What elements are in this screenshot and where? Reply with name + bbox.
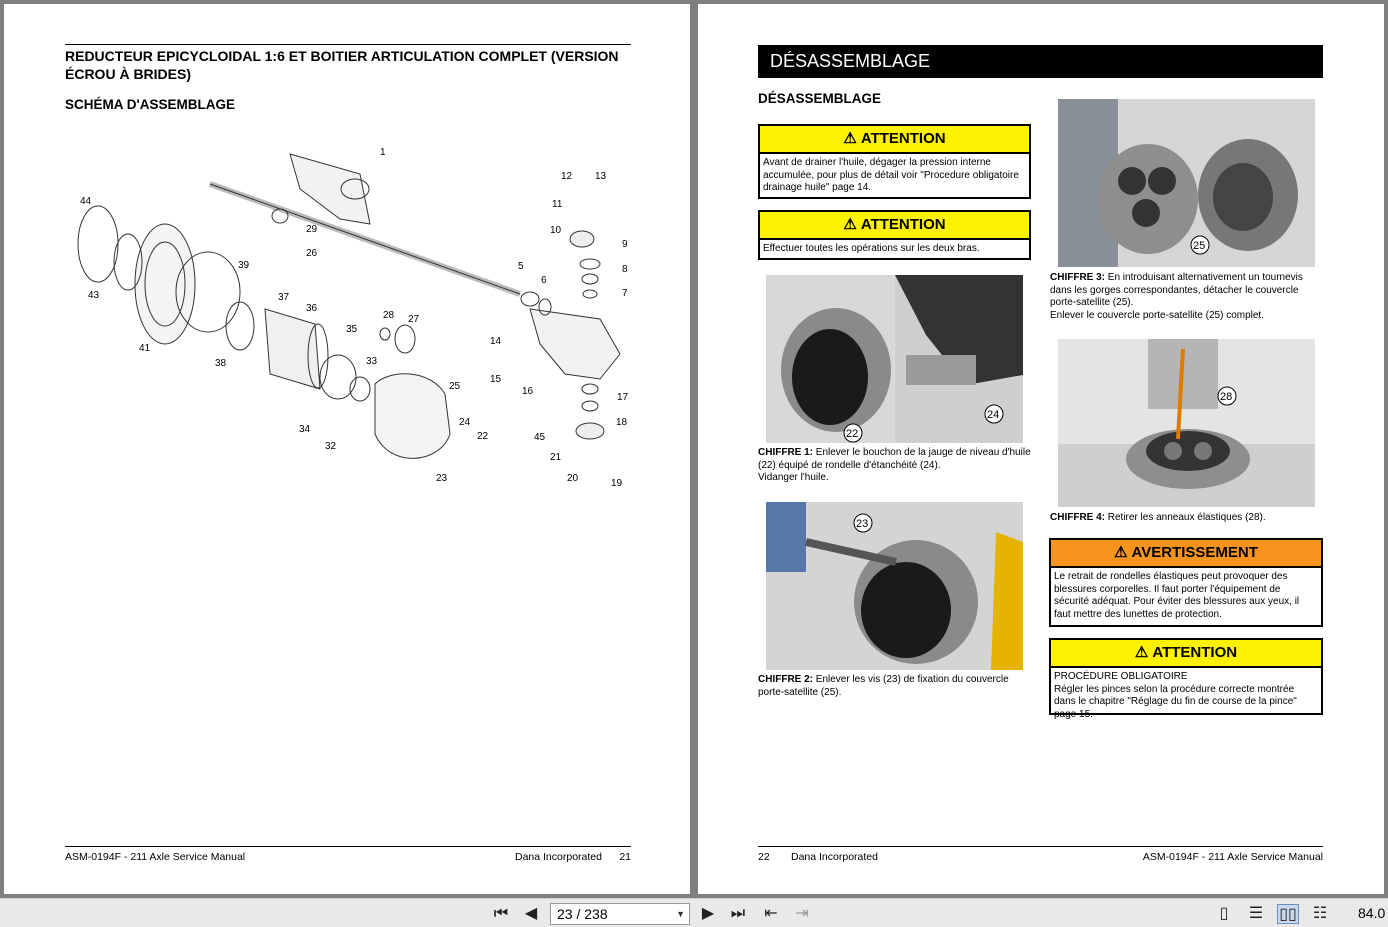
- svg-text:19: 19: [611, 478, 623, 489]
- svg-text:8: 8: [622, 264, 628, 275]
- svg-text:25: 25: [449, 381, 461, 392]
- page-21: [4, 4, 690, 894]
- footer-page-number: 22: [758, 851, 770, 863]
- attention-heading: ATTENTION: [860, 130, 946, 147]
- svg-text:12: 12: [561, 171, 573, 182]
- next-page-icon[interactable]: ▶: [701, 905, 715, 922]
- figure-1-photo: [766, 275, 1023, 443]
- go-forward-icon[interactable]: ⇥: [795, 905, 809, 922]
- figure-2-caption: CHIFFRE 2: Enlever les vis (23) de fixation du couvercle porte-satellite (25).: [758, 674, 1009, 698]
- svg-text:45: 45: [534, 432, 546, 443]
- callout-22: 22: [846, 428, 859, 440]
- section-subheading: DÉSASSEMBLAGE: [758, 91, 882, 106]
- procedure-label: PROCÉDURE OBLIGATOIRE: [1054, 671, 1188, 682]
- figure-2-photo: [766, 502, 1023, 670]
- svg-text:24: 24: [459, 417, 471, 428]
- callout-24: 24: [987, 409, 1000, 421]
- svg-text:38: 38: [215, 358, 227, 369]
- page-indicator: 23 / 238: [557, 906, 608, 922]
- warning-triangle-icon: ⚠: [843, 130, 857, 147]
- first-page-icon[interactable]: ⏮: [493, 905, 509, 922]
- figure-1-caption: CHIFFRE 1: Enlever le bouchon de la jauge de niveau d'huile (22) équipé de rondelle d'étanchéité (24). Vidanger l'huile.: [758, 447, 1031, 483]
- svg-text:41: 41: [139, 343, 151, 354]
- callout-25: 25: [1193, 240, 1206, 252]
- avertissement-text: Le retrait de rondelles élastiques peut provoquer des blessures corporelles. Il faut porter l'équipement de sécurité adéquat. Pour éviter des blessures aux yeux, il faut mettre des lunettes de protection.: [1054, 571, 1300, 620]
- attention-box-2: [758, 210, 1031, 260]
- attention-text: Avant de drainer l'huile, dégager la pression interne accumulée, pour plus de détail voir "Procedure obligatoire drainage huile" page 14.: [763, 157, 1019, 193]
- figure-4-photo: [1058, 339, 1315, 507]
- svg-text:16: 16: [522, 386, 534, 397]
- two-page-continuous-icon[interactable]: ☷: [1312, 905, 1328, 922]
- warning-triangle-icon: ⚠: [1134, 644, 1149, 661]
- attention-box-1: [758, 124, 1031, 199]
- chevron-down-icon[interactable]: ▼: [676, 909, 685, 919]
- svg-text:21: 21: [550, 452, 562, 463]
- svg-text:44: 44: [80, 196, 92, 207]
- single-page-icon[interactable]: ▯: [1219, 905, 1229, 922]
- svg-text:32: 32: [325, 441, 337, 452]
- svg-text:26: 26: [306, 248, 318, 259]
- footer-company: Dana Incorporated: [515, 851, 602, 863]
- svg-text:28: 28: [383, 310, 395, 321]
- figure-3-photo: [1058, 99, 1315, 267]
- footer-manual: ASM-0194F - 211 Axle Service Manual: [1142, 851, 1323, 863]
- svg-text:33: 33: [366, 356, 378, 367]
- svg-text:5: 5: [518, 261, 524, 272]
- figure-3-caption: CHIFFRE 3: En introduisant alternativement un tournevis dans les gorges correspondantes, détacher le couvercle porte-satellite (25). Enlever le couvercle porte-satellite (25) complet.: [1050, 272, 1303, 321]
- page-title: REDUCTEUR EPICYCLOIDAL 1:6 ET BOITIER ARTICULATION COMPLET (VERSION ÉCROU À BRIDES): [65, 44, 631, 83]
- section-subtitle: SCHÉMA D'ASSEMBLAGE: [65, 97, 235, 112]
- svg-text:15: 15: [490, 374, 502, 385]
- go-back-icon[interactable]: ⇤: [764, 905, 778, 922]
- svg-text:29: 29: [306, 224, 318, 235]
- zoom-level[interactable]: 84.0: [1358, 905, 1386, 921]
- two-page-icon[interactable]: ▯▯: [1277, 904, 1299, 924]
- warning-triangle-icon: ⚠: [843, 216, 857, 233]
- footer-page-number: 21: [619, 851, 631, 863]
- avertissement-heading: AVERTISSEMENT: [1131, 544, 1258, 561]
- attention-heading: ATTENTION: [1152, 644, 1238, 661]
- attention-text: Effectuer toutes les opérations sur les deux bras.: [763, 243, 980, 254]
- continuous-icon[interactable]: ☰: [1248, 905, 1264, 922]
- footer-manual: ASM-0194F - 211 Axle Service Manual: [65, 851, 246, 863]
- svg-text:9: 9: [622, 239, 628, 250]
- svg-text:10: 10: [550, 225, 562, 236]
- attention-heading: ATTENTION: [860, 216, 946, 233]
- prev-page-icon[interactable]: ◀: [524, 905, 538, 922]
- page-footer: [65, 846, 631, 866]
- svg-text:36: 36: [306, 303, 318, 314]
- section-title-bar: DÉSASSEMBLAGE: [758, 45, 1323, 78]
- svg-text:43: 43: [88, 290, 100, 301]
- exploded-assembly-diagram: [60, 134, 640, 494]
- viewer-toolbar: [0, 898, 1388, 927]
- svg-text:7: 7: [622, 288, 628, 299]
- svg-text:1: 1: [380, 147, 386, 158]
- svg-text:39: 39: [238, 260, 250, 271]
- callout-28: 28: [1220, 391, 1233, 403]
- warning-triangle-icon: ⚠: [1114, 544, 1128, 561]
- svg-text:35: 35: [346, 324, 358, 335]
- svg-text:13: 13: [595, 171, 607, 182]
- figure-4-caption: CHIFFRE 4: Retirer les anneaux élastiques (28).: [1050, 512, 1266, 523]
- svg-text:27: 27: [408, 314, 420, 325]
- page-22: [698, 4, 1384, 894]
- attention-text: Régler les pinces selon la procédure correcte montrée dans le chapitre "Réglage du fin de course de la pince" page 15.: [1054, 683, 1297, 720]
- footer-company: Dana Incorporated: [791, 851, 878, 863]
- last-page-icon[interactable]: ⏭: [730, 905, 746, 922]
- svg-text:34: 34: [299, 424, 311, 435]
- svg-text:11: 11: [552, 199, 563, 210]
- svg-text:37: 37: [278, 292, 290, 303]
- avertissement-box: [1049, 538, 1323, 627]
- svg-text:18: 18: [616, 417, 628, 428]
- page-number-input[interactable]: [550, 903, 690, 925]
- page-footer: [758, 846, 1323, 866]
- svg-text:14: 14: [490, 336, 502, 347]
- svg-text:22: 22: [477, 431, 489, 442]
- svg-text:17: 17: [617, 392, 629, 403]
- callout-23: 23: [856, 518, 869, 530]
- attention-box-3: [1049, 638, 1323, 720]
- svg-text:20: 20: [567, 473, 579, 484]
- svg-text:6: 6: [541, 275, 547, 286]
- svg-text:23: 23: [436, 473, 448, 484]
